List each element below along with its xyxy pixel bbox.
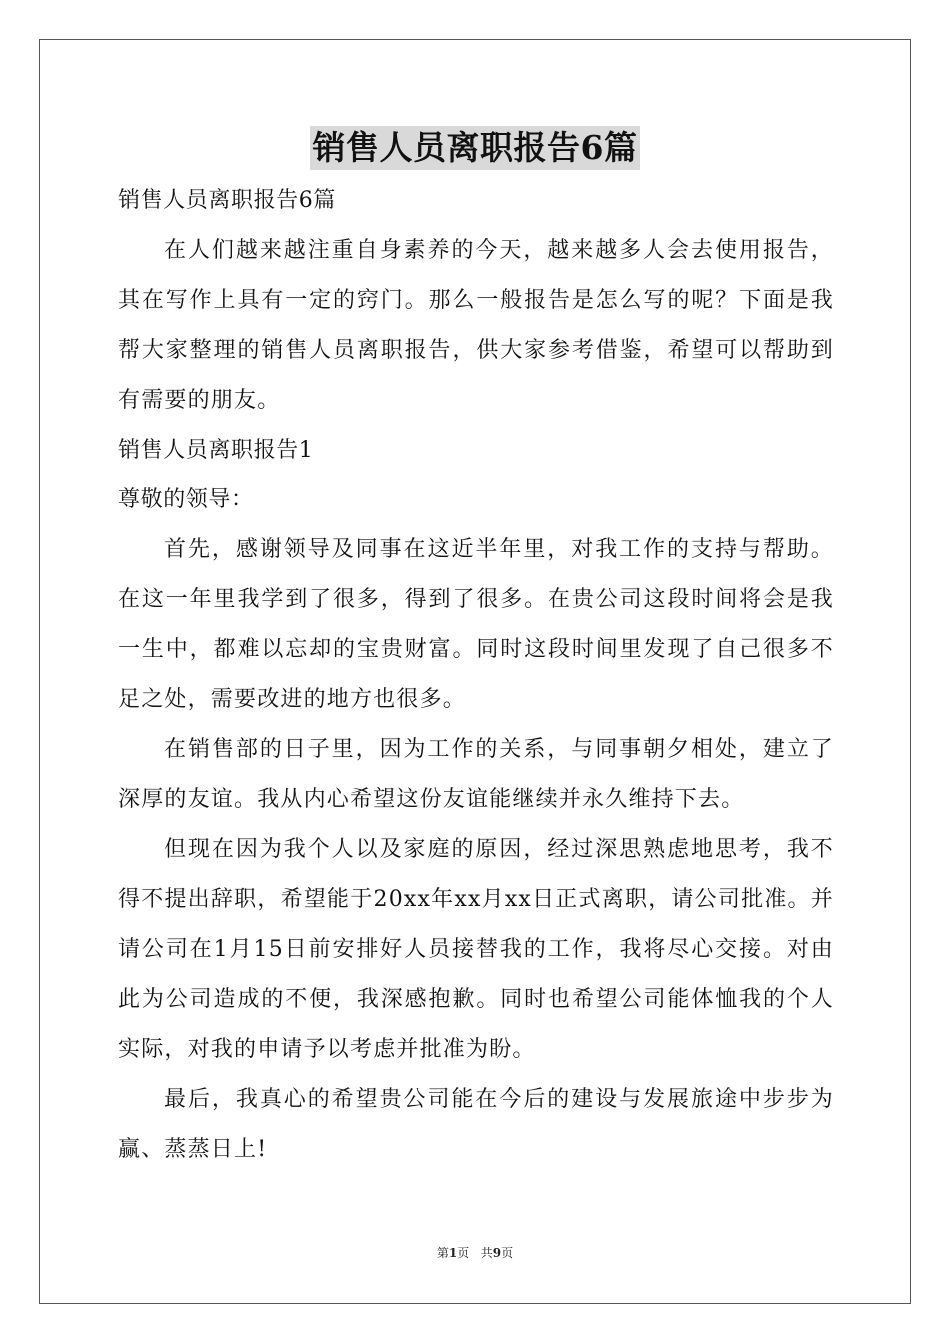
document-subtitle: 销售人员离职报告6篇 [118, 188, 336, 213]
intro-paragraph: 在人们越来越注重自身素养的今天，越来越多人会去使用报告，其在写作上具有一定的窍门。那么一般报告是怎么写的呢？下面是我帮大家整理的销售人员离职报告，供大家参考借鉴，希望可以帮助到有需要的朋友。 [118, 237, 834, 413]
body-paragraph: 最后，我真心的希望贵公司能在今后的建设与发展旅途中步步为赢、蒸蒸日上! [118, 1086, 834, 1162]
total-pages-number: 9 [492, 1246, 502, 1260]
body-paragraph: 在销售部的日子里，因为工作的关系，与同事朝夕相处，建立了深厚的友谊。我从内心希望这份友谊能继续并永久维持下去。 [118, 736, 834, 812]
salutation: 尊敬的领导： [118, 487, 254, 512]
page-current-number: 1 [448, 1246, 458, 1260]
document-title: 销售人员离职报告6篇 [310, 126, 641, 170]
body-paragraph: 首先，感谢领导及同事在这近半年里，对我工作的支持与帮助。在这一年里我学到了很多，得到了很多。在贵公司这段时间将会是我一生中，都难以忘却的宝贵财富。同时这段时间里发现了自己很多不足之处，需要改进的地方也很多。 [118, 536, 834, 712]
page-footer [0, 1245, 950, 1261]
total-prefix: 共 [480, 1246, 493, 1260]
section-heading: 销售人员离职报告1 [118, 437, 314, 463]
document-body [118, 176, 834, 1175]
body-paragraph: 但现在因为我个人以及家庭的原因，经过深思熟虑地思考，我不得不提出辞职，希望能于20xx年xx月xx日正式离职，请公司批准。并请公司在1月15日前安排好人员接替我的工作，我将尽心交接。对由此为公司造成的不便，我深感抱歉。同时也希望公司能体恤我的个人实际，对我的申请予以考虑并批准为盼。 [118, 836, 834, 1062]
total-suffix: 页 [501, 1246, 514, 1260]
page-suffix: 页 [457, 1246, 470, 1260]
title-container [0, 126, 950, 170]
page-prefix: 第 [436, 1246, 449, 1260]
